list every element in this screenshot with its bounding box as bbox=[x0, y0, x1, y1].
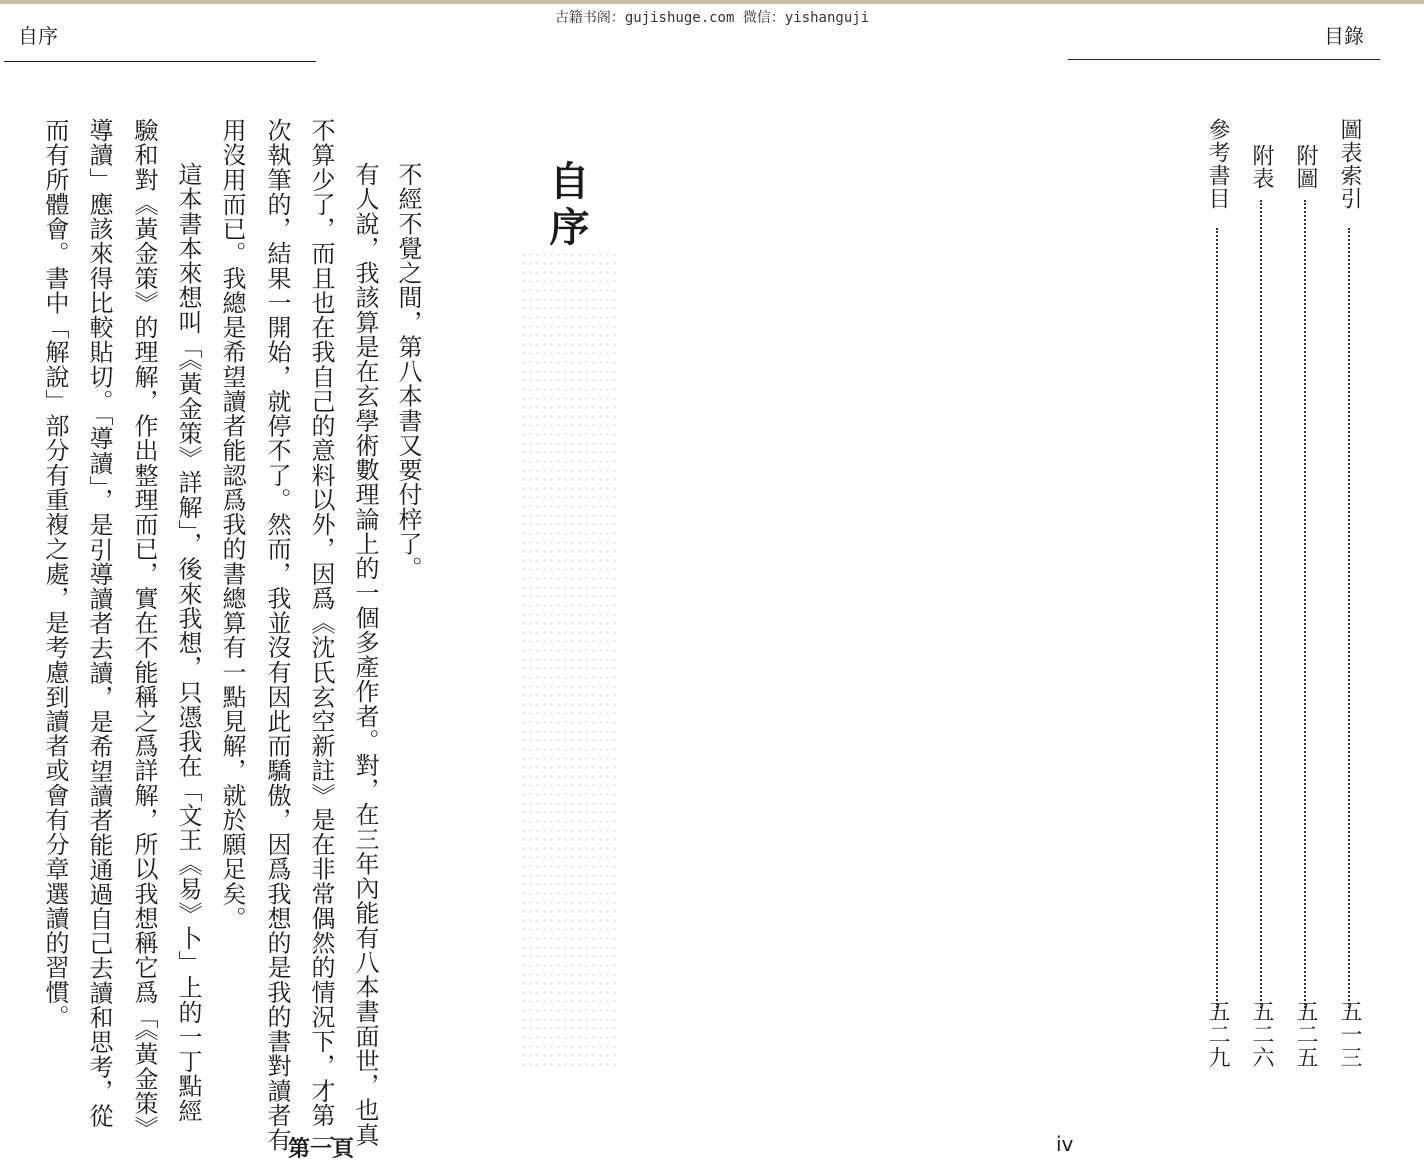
preface-column: 這本書本來想叫「《黃金策》詳解」，後來我想，只憑我在「文王《易》卜」上的一丁點經 bbox=[174, 162, 202, 1123]
preface-column: 次執筆的，結果一開始，就停不了。然而，我並沒有因此而驕傲，因爲我想的是我的書對讀者有 bbox=[263, 118, 291, 1153]
toc-entry-title: 參考書目 bbox=[1205, 118, 1230, 210]
toc-entry bbox=[1204, 118, 1230, 1078]
toc-entry-title: 附圖 bbox=[1293, 144, 1318, 190]
preface-title: 自序 bbox=[543, 160, 589, 252]
toc-leader-dots bbox=[1348, 228, 1350, 1008]
preface-column: 而有所體會。書中「解說」部分有重複之處，是考慮到讀者或會有分章選讀的習慣。 bbox=[41, 118, 69, 1029]
running-head-left: 自序 bbox=[18, 24, 58, 48]
toc-entry-page: 五二九 bbox=[1205, 1000, 1230, 1069]
preface-column: 有人說，我該算是在玄學術數理論上的一個多產作者。對，在三年內能有八本書面世，也真 bbox=[351, 162, 379, 1147]
running-head-right: 目錄 bbox=[1324, 24, 1364, 48]
toc-entry-page: 五二五 bbox=[1293, 1000, 1318, 1069]
toc-entry bbox=[1336, 118, 1362, 1078]
toc-entry-page: 五二六 bbox=[1249, 1000, 1274, 1069]
toc-leader-dots bbox=[1260, 200, 1262, 1008]
toc-entry bbox=[1248, 118, 1274, 1078]
scan-speckle bbox=[520, 250, 620, 1070]
page-number-right: iv bbox=[1056, 1132, 1074, 1156]
toc-leader-dots bbox=[1304, 200, 1306, 1008]
toc-leader-dots bbox=[1216, 228, 1218, 1008]
page-number-left: 第一頁 bbox=[288, 1136, 355, 1162]
preface-column: 驗和對《黃金策》的理解，作出整理而已，實在不能稱之爲詳解，所以我想稱它爲「《黃金策》 bbox=[130, 118, 158, 1141]
top-border bbox=[0, 0, 1424, 4]
preface-column: 用沒用而已。我總是希望讀者能認爲我的書總算有一點見解，就於願足矣。 bbox=[218, 118, 246, 931]
preface-column: 導讀」應該來得比較貼切。「導讀」，是引導讀者去讀，是希望讀者能通過自己去讀和思考，從 bbox=[85, 118, 113, 1129]
header-rule-right bbox=[1068, 59, 1380, 60]
toc-entry-title: 圖表索引 bbox=[1337, 118, 1362, 210]
header-rule-left bbox=[4, 61, 316, 62]
preface-column: 不經不覺之間，第八本書又要付梓了。 bbox=[394, 162, 422, 581]
toc-entry bbox=[1292, 118, 1318, 1078]
watermark: 古籍书阁：gujishuge.com 微信：yishanguji bbox=[554, 10, 870, 26]
toc-entry-title: 附表 bbox=[1249, 144, 1274, 190]
toc-entry-page: 五一三 bbox=[1337, 1000, 1362, 1069]
preface-column: 不算少了，而且也在我自己的意料以外，因爲《沈氏玄空新註》是在非常偶然的情況下，才第一 bbox=[307, 118, 335, 1153]
